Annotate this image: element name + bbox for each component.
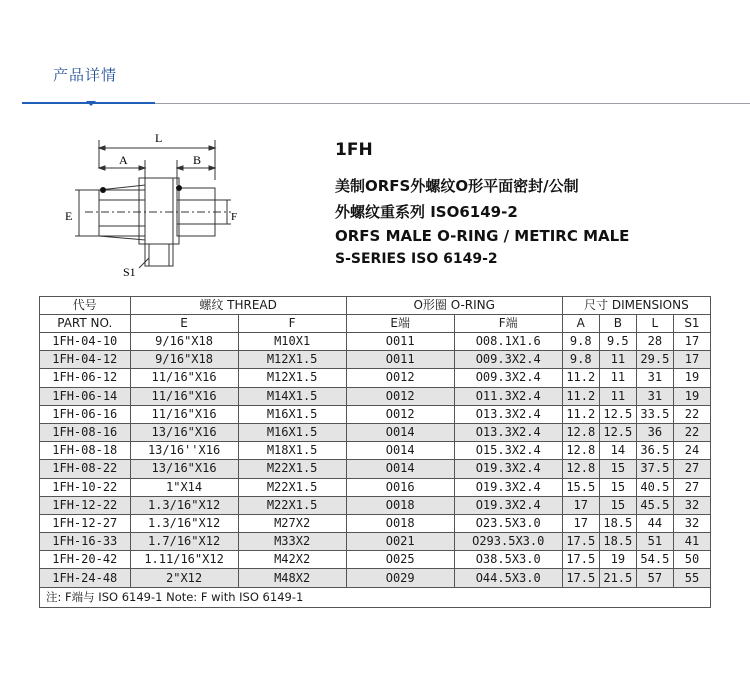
cell-f: M22X1.5 xyxy=(238,496,346,514)
cell-s1: 32 xyxy=(673,496,710,514)
table-row xyxy=(40,533,711,551)
product-code: 1FH xyxy=(335,140,373,160)
title-divider xyxy=(155,103,750,104)
cell-e: 1.7/16"X12 xyxy=(130,533,238,551)
cell-part: 1FH-12-22 xyxy=(40,496,131,514)
cell-f: M48X2 xyxy=(238,569,346,587)
table-note: 注: F端与 ISO 6149-1 Note: F with ISO 6149-1 xyxy=(40,587,711,607)
cell-b: 12.5 xyxy=(599,423,636,441)
cell-f: M22X1.5 xyxy=(238,460,346,478)
header-b: B xyxy=(599,315,636,333)
cell-e: 13/16"X16 xyxy=(130,460,238,478)
cell-part: 1FH-08-18 xyxy=(40,442,131,460)
cell-e: 11/16"X16 xyxy=(130,405,238,423)
cell-a: 17 xyxy=(562,514,599,532)
product-desc-en-1: ORFS MALE O-RING / METIRC MALE xyxy=(335,227,630,245)
cell-l: 45.5 xyxy=(636,496,673,514)
header-thread: 螺纹 THREAD xyxy=(130,297,346,315)
header-part-en: PART NO. xyxy=(40,315,131,333)
cell-of: O09.3X2.4 xyxy=(454,369,562,387)
cell-of: O19.3X2.4 xyxy=(454,460,562,478)
cell-of: O15.3X2.4 xyxy=(454,442,562,460)
cell-s1: 27 xyxy=(673,460,710,478)
cell-f: M14X1.5 xyxy=(238,387,346,405)
cell-l: 28 xyxy=(636,333,673,351)
cell-e: 13/16"X16 xyxy=(130,423,238,441)
cell-e: 9/16"X18 xyxy=(130,351,238,369)
cell-part: 1FH-08-22 xyxy=(40,460,131,478)
product-desc-cn-2: 外螺纹重系列 ISO6149-2 xyxy=(335,203,518,221)
cell-part: 1FH-08-16 xyxy=(40,423,131,441)
cell-oe: O014 xyxy=(346,442,454,460)
header-l: L xyxy=(636,315,673,333)
cell-e: 2"X12 xyxy=(130,569,238,587)
dim-label-B: B xyxy=(193,153,202,167)
cell-b: 15 xyxy=(599,460,636,478)
cell-b: 19 xyxy=(599,551,636,569)
cell-of: O11.3X2.4 xyxy=(454,387,562,405)
cell-s1: 27 xyxy=(673,478,710,496)
cell-oe: O021 xyxy=(346,533,454,551)
divider-notch-icon xyxy=(86,101,96,107)
cell-l: 40.5 xyxy=(636,478,673,496)
table-row xyxy=(40,369,711,387)
cell-l: 29.5 xyxy=(636,351,673,369)
cell-s1: 19 xyxy=(673,387,710,405)
product-desc-en-2: S-SERIES ISO 6149-2 xyxy=(335,251,498,267)
cell-of: O44.5X3.0 xyxy=(454,569,562,587)
spec-table xyxy=(39,296,711,608)
dim-label-E: E xyxy=(65,209,73,223)
cell-part: 1FH-06-12 xyxy=(40,369,131,387)
header-s1: S1 xyxy=(673,315,710,333)
cell-oe: O016 xyxy=(346,478,454,496)
cell-s1: 22 xyxy=(673,405,710,423)
cell-l: 36.5 xyxy=(636,442,673,460)
cell-a: 11.2 xyxy=(562,405,599,423)
table-row xyxy=(40,569,711,587)
cell-a: 12.8 xyxy=(562,460,599,478)
cell-part: 1FH-06-14 xyxy=(40,387,131,405)
cell-of: O38.5X3.0 xyxy=(454,551,562,569)
cell-f: M16X1.5 xyxy=(238,423,346,441)
cell-b: 15 xyxy=(599,478,636,496)
cell-of: O08.1X1.6 xyxy=(454,333,562,351)
cell-b: 11 xyxy=(599,351,636,369)
cell-a: 15.5 xyxy=(562,478,599,496)
table-row xyxy=(40,423,711,441)
cell-l: 54.5 xyxy=(636,551,673,569)
cell-l: 31 xyxy=(636,387,673,405)
cell-oe: O029 xyxy=(346,569,454,587)
cell-part: 1FH-20-42 xyxy=(40,551,131,569)
product-desc-cn-1: 美制ORFS外螺纹O形平面密封/公制 xyxy=(335,177,579,195)
cell-a: 9.8 xyxy=(562,333,599,351)
header-e: E xyxy=(130,315,238,333)
cell-s1: 17 xyxy=(673,333,710,351)
cell-a: 17.5 xyxy=(562,551,599,569)
cell-s1: 41 xyxy=(673,533,710,551)
cell-s1: 24 xyxy=(673,442,710,460)
cell-b: 21.5 xyxy=(599,569,636,587)
cell-l: 44 xyxy=(636,514,673,532)
cell-b: 11 xyxy=(599,387,636,405)
table-row xyxy=(40,478,711,496)
cell-f: M10X1 xyxy=(238,333,346,351)
cell-part: 1FH-04-12 xyxy=(40,351,131,369)
header-e-end: E端 xyxy=(346,315,454,333)
cell-l: 57 xyxy=(636,569,673,587)
cell-l: 36 xyxy=(636,423,673,441)
cell-l: 33.5 xyxy=(636,405,673,423)
cell-f: M22X1.5 xyxy=(238,478,346,496)
cell-l: 31 xyxy=(636,369,673,387)
cell-of: O19.3X2.4 xyxy=(454,478,562,496)
cell-b: 14 xyxy=(599,442,636,460)
table-row xyxy=(40,460,711,478)
cell-part: 1FH-06-16 xyxy=(40,405,131,423)
cell-a: 12.8 xyxy=(562,423,599,441)
cell-b: 18.5 xyxy=(599,533,636,551)
cell-of: O19.3X2.4 xyxy=(454,496,562,514)
cell-f: M12X1.5 xyxy=(238,351,346,369)
cell-oe: O025 xyxy=(346,551,454,569)
table-row xyxy=(40,496,711,514)
cell-e: 1"X14 xyxy=(130,478,238,496)
header-dimensions: 尺寸 DIMENSIONS xyxy=(562,297,710,315)
cell-f: M16X1.5 xyxy=(238,405,346,423)
fitting-drawing xyxy=(55,130,255,280)
cell-f: M42X2 xyxy=(238,551,346,569)
header-oring: O形圈 O-RING xyxy=(346,297,562,315)
cell-l: 51 xyxy=(636,533,673,551)
cell-of: O13.3X2.4 xyxy=(454,405,562,423)
dim-label-S1: S1 xyxy=(123,265,136,279)
dim-label-L: L xyxy=(155,131,163,145)
cell-s1: 17 xyxy=(673,351,710,369)
cell-of: O23.5X3.0 xyxy=(454,514,562,532)
cell-of: O293.5X3.0 xyxy=(454,533,562,551)
header-f: F xyxy=(238,315,346,333)
cell-a: 17.5 xyxy=(562,533,599,551)
cell-oe: O012 xyxy=(346,369,454,387)
cell-f: M18X1.5 xyxy=(238,442,346,460)
cell-f: M33X2 xyxy=(238,533,346,551)
cell-a: 9.8 xyxy=(562,351,599,369)
cell-b: 9.5 xyxy=(599,333,636,351)
cell-part: 1FH-24-48 xyxy=(40,569,131,587)
cell-b: 11 xyxy=(599,369,636,387)
cell-part: 1FH-04-10 xyxy=(40,333,131,351)
cell-e: 1.11/16"X12 xyxy=(130,551,238,569)
cell-oe: O012 xyxy=(346,387,454,405)
cell-l: 37.5 xyxy=(636,460,673,478)
cell-s1: 55 xyxy=(673,569,710,587)
table-row xyxy=(40,551,711,569)
cell-oe: O011 xyxy=(346,351,454,369)
table-row xyxy=(40,405,711,423)
cell-e: 1.3/16"X12 xyxy=(130,514,238,532)
dim-label-A: A xyxy=(119,153,128,167)
cell-e: 11/16"X16 xyxy=(130,387,238,405)
table-row xyxy=(40,514,711,532)
cell-oe: O012 xyxy=(346,405,454,423)
cell-f: M27X2 xyxy=(238,514,346,532)
cell-oe: O014 xyxy=(346,423,454,441)
cell-e: 9/16"X18 xyxy=(130,333,238,351)
cell-e: 13/16''X16 xyxy=(130,442,238,460)
cell-s1: 50 xyxy=(673,551,710,569)
cell-oe: O018 xyxy=(346,514,454,532)
cell-e: 11/16"X16 xyxy=(130,369,238,387)
cell-oe: O011 xyxy=(346,333,454,351)
table-row xyxy=(40,351,711,369)
cell-s1: 19 xyxy=(673,369,710,387)
header-part-cn: 代号 xyxy=(40,297,131,315)
cell-oe: O018 xyxy=(346,496,454,514)
cell-f: M12X1.5 xyxy=(238,369,346,387)
dim-label-F: F xyxy=(231,211,238,223)
cell-a: 12.8 xyxy=(562,442,599,460)
cell-b: 12.5 xyxy=(599,405,636,423)
cell-part: 1FH-10-22 xyxy=(40,478,131,496)
cell-b: 18.5 xyxy=(599,514,636,532)
cell-oe: O014 xyxy=(346,460,454,478)
cell-part: 1FH-16-33 xyxy=(40,533,131,551)
table-row xyxy=(40,333,711,351)
cell-a: 17.5 xyxy=(562,569,599,587)
cell-of: O09.3X2.4 xyxy=(454,351,562,369)
cell-of: O13.3X2.4 xyxy=(454,423,562,441)
cell-a: 17 xyxy=(562,496,599,514)
cell-s1: 22 xyxy=(673,423,710,441)
header-f-end: F端 xyxy=(454,315,562,333)
cell-a: 11.2 xyxy=(562,369,599,387)
cell-part: 1FH-12-27 xyxy=(40,514,131,532)
cell-e: 1.3/16"X12 xyxy=(130,496,238,514)
table-row xyxy=(40,387,711,405)
table-row xyxy=(40,442,711,460)
cell-a: 11.2 xyxy=(562,387,599,405)
cell-s1: 32 xyxy=(673,514,710,532)
header-a: A xyxy=(562,315,599,333)
cell-b: 15 xyxy=(599,496,636,514)
section-title: 产品详情 xyxy=(53,66,118,84)
